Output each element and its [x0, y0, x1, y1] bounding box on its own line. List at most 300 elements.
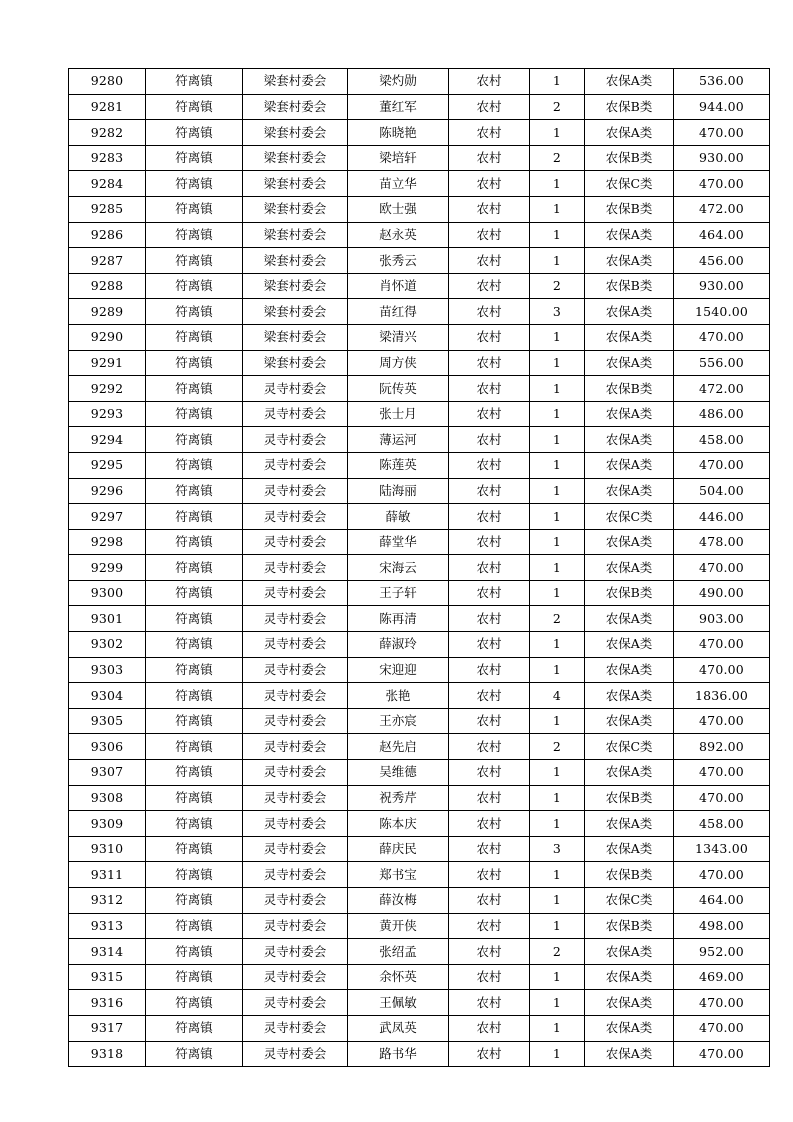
cell-count: 2: [530, 145, 585, 171]
cell-amount: 458.00: [674, 427, 770, 453]
cell-name: 苗红得: [348, 299, 449, 325]
cell-town: 符离镇: [146, 94, 243, 120]
cell-type: 农村: [449, 529, 530, 555]
cell-type: 农村: [449, 350, 530, 376]
cell-type: 农村: [449, 1041, 530, 1067]
cell-amount: 470.00: [674, 657, 770, 683]
cell-town: 符离镇: [146, 273, 243, 299]
cell-count: 3: [530, 836, 585, 862]
cell-village: 灵寺村委会: [243, 632, 348, 658]
cell-name: 路书华: [348, 1041, 449, 1067]
table-row: [69, 555, 770, 581]
cell-village: 梁套村委会: [243, 248, 348, 274]
cell-village: 灵寺村委会: [243, 401, 348, 427]
cell-town: 符离镇: [146, 529, 243, 555]
cell-name: 梁清兴: [348, 324, 449, 350]
cell-count: 1: [530, 196, 585, 222]
cell-name: 薛淑玲: [348, 632, 449, 658]
cell-category: 农保A类: [585, 964, 674, 990]
cell-village: 灵寺村委会: [243, 478, 348, 504]
table-row: [69, 606, 770, 632]
cell-town: 符离镇: [146, 427, 243, 453]
cell-town: 符离镇: [146, 734, 243, 760]
cell-name: 王佩敏: [348, 990, 449, 1016]
cell-category: 农保B类: [585, 94, 674, 120]
cell-id: 9297: [69, 504, 146, 530]
table-row: [69, 248, 770, 274]
cell-amount: 464.00: [674, 222, 770, 248]
cell-count: 1: [530, 452, 585, 478]
cell-village: 灵寺村委会: [243, 683, 348, 709]
cell-village: 灵寺村委会: [243, 708, 348, 734]
cell-amount: 470.00: [674, 555, 770, 581]
cell-id: 9301: [69, 606, 146, 632]
cell-category: 农保C类: [585, 171, 674, 197]
table-row: [69, 785, 770, 811]
cell-category: 农保A类: [585, 529, 674, 555]
cell-category: 农保C类: [585, 888, 674, 914]
cell-id: 9309: [69, 811, 146, 837]
cell-type: 农村: [449, 427, 530, 453]
table-row: [69, 760, 770, 786]
cell-count: 1: [530, 760, 585, 786]
cell-category: 农保A类: [585, 632, 674, 658]
cell-town: 符离镇: [146, 145, 243, 171]
cell-count: 1: [530, 862, 585, 888]
cell-amount: 470.00: [674, 990, 770, 1016]
cell-amount: 504.00: [674, 478, 770, 504]
cell-count: 1: [530, 657, 585, 683]
cell-category: 农保A类: [585, 222, 674, 248]
cell-name: 梁培轩: [348, 145, 449, 171]
cell-type: 农村: [449, 939, 530, 965]
cell-category: 农保A类: [585, 299, 674, 325]
cell-type: 农村: [449, 632, 530, 658]
cell-type: 农村: [449, 990, 530, 1016]
cell-count: 1: [530, 964, 585, 990]
cell-id: 9303: [69, 657, 146, 683]
cell-name: 周方侠: [348, 350, 449, 376]
cell-village: 灵寺村委会: [243, 529, 348, 555]
cell-town: 符离镇: [146, 120, 243, 146]
cell-category: 农保A类: [585, 657, 674, 683]
cell-category: 农保A类: [585, 427, 674, 453]
cell-id: 9307: [69, 760, 146, 786]
table-row: [69, 273, 770, 299]
cell-category: 农保C类: [585, 504, 674, 530]
cell-town: 符离镇: [146, 196, 243, 222]
cell-category: 农保A类: [585, 555, 674, 581]
table-row: [69, 683, 770, 709]
cell-id: 9291: [69, 350, 146, 376]
cell-village: 灵寺村委会: [243, 990, 348, 1016]
cell-amount: 446.00: [674, 504, 770, 530]
cell-category: 农保A类: [585, 836, 674, 862]
cell-town: 符离镇: [146, 939, 243, 965]
cell-name: 薛庆民: [348, 836, 449, 862]
cell-count: 2: [530, 273, 585, 299]
cell-town: 符离镇: [146, 299, 243, 325]
cell-name: 祝秀芹: [348, 785, 449, 811]
cell-amount: 1343.00: [674, 836, 770, 862]
cell-village: 灵寺村委会: [243, 760, 348, 786]
cell-village: 灵寺村委会: [243, 580, 348, 606]
cell-id: 9296: [69, 478, 146, 504]
cell-name: 欧士强: [348, 196, 449, 222]
cell-village: 灵寺村委会: [243, 504, 348, 530]
table-row: [69, 324, 770, 350]
cell-name: 陈莲英: [348, 452, 449, 478]
cell-count: 3: [530, 299, 585, 325]
cell-type: 农村: [449, 478, 530, 504]
table-row: [69, 939, 770, 965]
cell-village: 灵寺村委会: [243, 376, 348, 402]
cell-town: 符离镇: [146, 913, 243, 939]
cell-type: 农村: [449, 196, 530, 222]
table-row: [69, 529, 770, 555]
cell-village: 灵寺村委会: [243, 913, 348, 939]
cell-category: 农保A类: [585, 1041, 674, 1067]
cell-type: 农村: [449, 222, 530, 248]
cell-town: 符离镇: [146, 964, 243, 990]
table-row: [69, 94, 770, 120]
cell-name: 王子轩: [348, 580, 449, 606]
cell-type: 农村: [449, 683, 530, 709]
cell-count: 2: [530, 734, 585, 760]
cell-town: 符离镇: [146, 785, 243, 811]
cell-name: 宋海云: [348, 555, 449, 581]
cell-village: 灵寺村委会: [243, 427, 348, 453]
table-row: [69, 888, 770, 914]
cell-village: 梁套村委会: [243, 196, 348, 222]
table-row: [69, 504, 770, 530]
cell-type: 农村: [449, 401, 530, 427]
table-row: [69, 376, 770, 402]
cell-name: 王亦宸: [348, 708, 449, 734]
cell-count: 4: [530, 683, 585, 709]
cell-id: 9314: [69, 939, 146, 965]
table-row: [69, 632, 770, 658]
cell-amount: 464.00: [674, 888, 770, 914]
cell-category: 农保A类: [585, 708, 674, 734]
cell-type: 农村: [449, 273, 530, 299]
table-row: [69, 299, 770, 325]
cell-amount: 469.00: [674, 964, 770, 990]
cell-count: 1: [530, 427, 585, 453]
cell-count: 1: [530, 555, 585, 581]
cell-count: 1: [530, 350, 585, 376]
cell-village: 灵寺村委会: [243, 452, 348, 478]
table-row: [69, 657, 770, 683]
table-row: [69, 171, 770, 197]
cell-amount: 470.00: [674, 452, 770, 478]
cell-town: 符离镇: [146, 606, 243, 632]
cell-name: 陈本庆: [348, 811, 449, 837]
cell-category: 农保A类: [585, 811, 674, 837]
cell-name: 张绍孟: [348, 939, 449, 965]
cell-type: 农村: [449, 734, 530, 760]
cell-amount: 470.00: [674, 324, 770, 350]
cell-amount: 472.00: [674, 376, 770, 402]
cell-type: 农村: [449, 324, 530, 350]
cell-category: 农保A类: [585, 683, 674, 709]
cell-id: 9317: [69, 1015, 146, 1041]
cell-id: 9304: [69, 683, 146, 709]
cell-name: 张秀云: [348, 248, 449, 274]
cell-category: 农保B类: [585, 862, 674, 888]
cell-village: 梁套村委会: [243, 94, 348, 120]
cell-name: 吴维德: [348, 760, 449, 786]
cell-id: 9298: [69, 529, 146, 555]
cell-name: 郑书宝: [348, 862, 449, 888]
cell-village: 灵寺村委会: [243, 1015, 348, 1041]
cell-name: 张艳: [348, 683, 449, 709]
cell-town: 符离镇: [146, 350, 243, 376]
cell-count: 1: [530, 811, 585, 837]
cell-count: 1: [530, 785, 585, 811]
cell-type: 农村: [449, 69, 530, 95]
cell-id: 9308: [69, 785, 146, 811]
table-row: [69, 222, 770, 248]
cell-type: 农村: [449, 94, 530, 120]
cell-amount: 536.00: [674, 69, 770, 95]
cell-town: 符离镇: [146, 171, 243, 197]
cell-amount: 458.00: [674, 811, 770, 837]
cell-name: 张士月: [348, 401, 449, 427]
cell-name: 薛汝梅: [348, 888, 449, 914]
table-row: [69, 69, 770, 95]
cell-category: 农保A类: [585, 248, 674, 274]
cell-village: 灵寺村委会: [243, 734, 348, 760]
table-row: [69, 427, 770, 453]
cell-town: 符离镇: [146, 708, 243, 734]
cell-village: 梁套村委会: [243, 145, 348, 171]
cell-name: 余怀英: [348, 964, 449, 990]
cell-town: 符离镇: [146, 452, 243, 478]
cell-name: 阮传英: [348, 376, 449, 402]
cell-count: 1: [530, 401, 585, 427]
cell-category: 农保A类: [585, 478, 674, 504]
cell-amount: 470.00: [674, 1041, 770, 1067]
cell-village: 灵寺村委会: [243, 939, 348, 965]
cell-town: 符离镇: [146, 888, 243, 914]
cell-category: 农保B类: [585, 913, 674, 939]
cell-name: 薛堂华: [348, 529, 449, 555]
cell-village: 梁套村委会: [243, 222, 348, 248]
cell-amount: 470.00: [674, 708, 770, 734]
cell-amount: 490.00: [674, 580, 770, 606]
cell-id: 9287: [69, 248, 146, 274]
cell-town: 符离镇: [146, 683, 243, 709]
cell-type: 农村: [449, 580, 530, 606]
cell-category: 农保A类: [585, 350, 674, 376]
table-row: [69, 964, 770, 990]
cell-village: 梁套村委会: [243, 120, 348, 146]
cell-amount: 930.00: [674, 145, 770, 171]
cell-category: 农保A类: [585, 939, 674, 965]
cell-village: 灵寺村委会: [243, 964, 348, 990]
cell-count: 1: [530, 632, 585, 658]
cell-amount: 556.00: [674, 350, 770, 376]
cell-type: 农村: [449, 760, 530, 786]
cell-town: 符离镇: [146, 376, 243, 402]
cell-id: 9280: [69, 69, 146, 95]
cell-town: 符离镇: [146, 504, 243, 530]
cell-count: 2: [530, 606, 585, 632]
table-row: [69, 120, 770, 146]
cell-id: 9312: [69, 888, 146, 914]
cell-name: 薛敏: [348, 504, 449, 530]
cell-count: 1: [530, 708, 585, 734]
cell-count: 1: [530, 120, 585, 146]
cell-count: 2: [530, 939, 585, 965]
cell-id: 9283: [69, 145, 146, 171]
cell-amount: 470.00: [674, 171, 770, 197]
table-row: [69, 862, 770, 888]
cell-count: 1: [530, 1041, 585, 1067]
cell-town: 符离镇: [146, 248, 243, 274]
cell-id: 9284: [69, 171, 146, 197]
cell-category: 农保A类: [585, 452, 674, 478]
cell-amount: 1540.00: [674, 299, 770, 325]
cell-type: 农村: [449, 248, 530, 274]
cell-id: 9306: [69, 734, 146, 760]
cell-name: 赵永英: [348, 222, 449, 248]
cell-category: 农保A类: [585, 606, 674, 632]
cell-amount: 498.00: [674, 913, 770, 939]
cell-amount: 470.00: [674, 632, 770, 658]
cell-id: 9310: [69, 836, 146, 862]
table-row: [69, 708, 770, 734]
cell-category: 农保A类: [585, 69, 674, 95]
table-body: [69, 69, 770, 1067]
cell-town: 符离镇: [146, 990, 243, 1016]
cell-village: 灵寺村委会: [243, 555, 348, 581]
cell-count: 1: [530, 376, 585, 402]
cell-town: 符离镇: [146, 836, 243, 862]
cell-name: 宋迎迎: [348, 657, 449, 683]
table-row: [69, 1041, 770, 1067]
cell-name: 黄开侠: [348, 913, 449, 939]
cell-id: 9299: [69, 555, 146, 581]
cell-type: 农村: [449, 836, 530, 862]
cell-count: 1: [530, 504, 585, 530]
cell-name: 陈晓艳: [348, 120, 449, 146]
cell-count: 1: [530, 888, 585, 914]
cell-id: 9311: [69, 862, 146, 888]
cell-village: 灵寺村委会: [243, 811, 348, 837]
cell-type: 农村: [449, 888, 530, 914]
cell-village: 灵寺村委会: [243, 862, 348, 888]
cell-town: 符离镇: [146, 555, 243, 581]
cell-town: 符离镇: [146, 811, 243, 837]
cell-type: 农村: [449, 171, 530, 197]
cell-name: 陈再清: [348, 606, 449, 632]
cell-village: 梁套村委会: [243, 324, 348, 350]
cell-village: 灵寺村委会: [243, 888, 348, 914]
table-row: [69, 401, 770, 427]
table-row: [69, 145, 770, 171]
cell-count: 1: [530, 478, 585, 504]
cell-id: 9285: [69, 196, 146, 222]
cell-name: 董红军: [348, 94, 449, 120]
cell-amount: 478.00: [674, 529, 770, 555]
table-row: [69, 478, 770, 504]
cell-category: 农保A类: [585, 401, 674, 427]
cell-amount: 470.00: [674, 760, 770, 786]
cell-amount: 944.00: [674, 94, 770, 120]
table-row: [69, 913, 770, 939]
cell-category: 农保A类: [585, 324, 674, 350]
cell-amount: 472.00: [674, 196, 770, 222]
cell-category: 农保A类: [585, 760, 674, 786]
cell-town: 符离镇: [146, 1041, 243, 1067]
cell-type: 农村: [449, 452, 530, 478]
cell-category: 农保B类: [585, 273, 674, 299]
cell-category: 农保B类: [585, 196, 674, 222]
cell-category: 农保B类: [585, 145, 674, 171]
cell-amount: 470.00: [674, 862, 770, 888]
cell-village: 梁套村委会: [243, 299, 348, 325]
cell-type: 农村: [449, 376, 530, 402]
cell-type: 农村: [449, 299, 530, 325]
cell-town: 符离镇: [146, 1015, 243, 1041]
table-row: [69, 350, 770, 376]
cell-amount: 486.00: [674, 401, 770, 427]
cell-type: 农村: [449, 913, 530, 939]
cell-town: 符离镇: [146, 760, 243, 786]
cell-id: 9305: [69, 708, 146, 734]
cell-category: 农保B类: [585, 580, 674, 606]
cell-id: 9300: [69, 580, 146, 606]
table-row: [69, 811, 770, 837]
cell-category: 农保A类: [585, 990, 674, 1016]
cell-type: 农村: [449, 785, 530, 811]
cell-amount: 952.00: [674, 939, 770, 965]
cell-town: 符离镇: [146, 632, 243, 658]
cell-type: 农村: [449, 555, 530, 581]
cell-count: 1: [530, 1015, 585, 1041]
subsidy-table: [68, 68, 770, 1067]
cell-id: 9318: [69, 1041, 146, 1067]
cell-type: 农村: [449, 657, 530, 683]
cell-id: 9288: [69, 273, 146, 299]
cell-id: 9293: [69, 401, 146, 427]
table-row: [69, 734, 770, 760]
cell-amount: 470.00: [674, 120, 770, 146]
cell-name: 薄运河: [348, 427, 449, 453]
cell-town: 符离镇: [146, 324, 243, 350]
cell-id: 9281: [69, 94, 146, 120]
cell-id: 9290: [69, 324, 146, 350]
cell-name: 苗立华: [348, 171, 449, 197]
cell-name: 陆海丽: [348, 478, 449, 504]
cell-category: 农保B类: [585, 376, 674, 402]
cell-amount: 456.00: [674, 248, 770, 274]
cell-id: 9286: [69, 222, 146, 248]
cell-id: 9313: [69, 913, 146, 939]
cell-name: 肖怀道: [348, 273, 449, 299]
cell-id: 9294: [69, 427, 146, 453]
cell-village: 灵寺村委会: [243, 657, 348, 683]
cell-id: 9295: [69, 452, 146, 478]
cell-type: 农村: [449, 811, 530, 837]
cell-village: 灵寺村委会: [243, 606, 348, 632]
cell-amount: 470.00: [674, 1015, 770, 1041]
cell-category: 农保A类: [585, 1015, 674, 1041]
cell-amount: 930.00: [674, 273, 770, 299]
cell-count: 1: [530, 990, 585, 1016]
